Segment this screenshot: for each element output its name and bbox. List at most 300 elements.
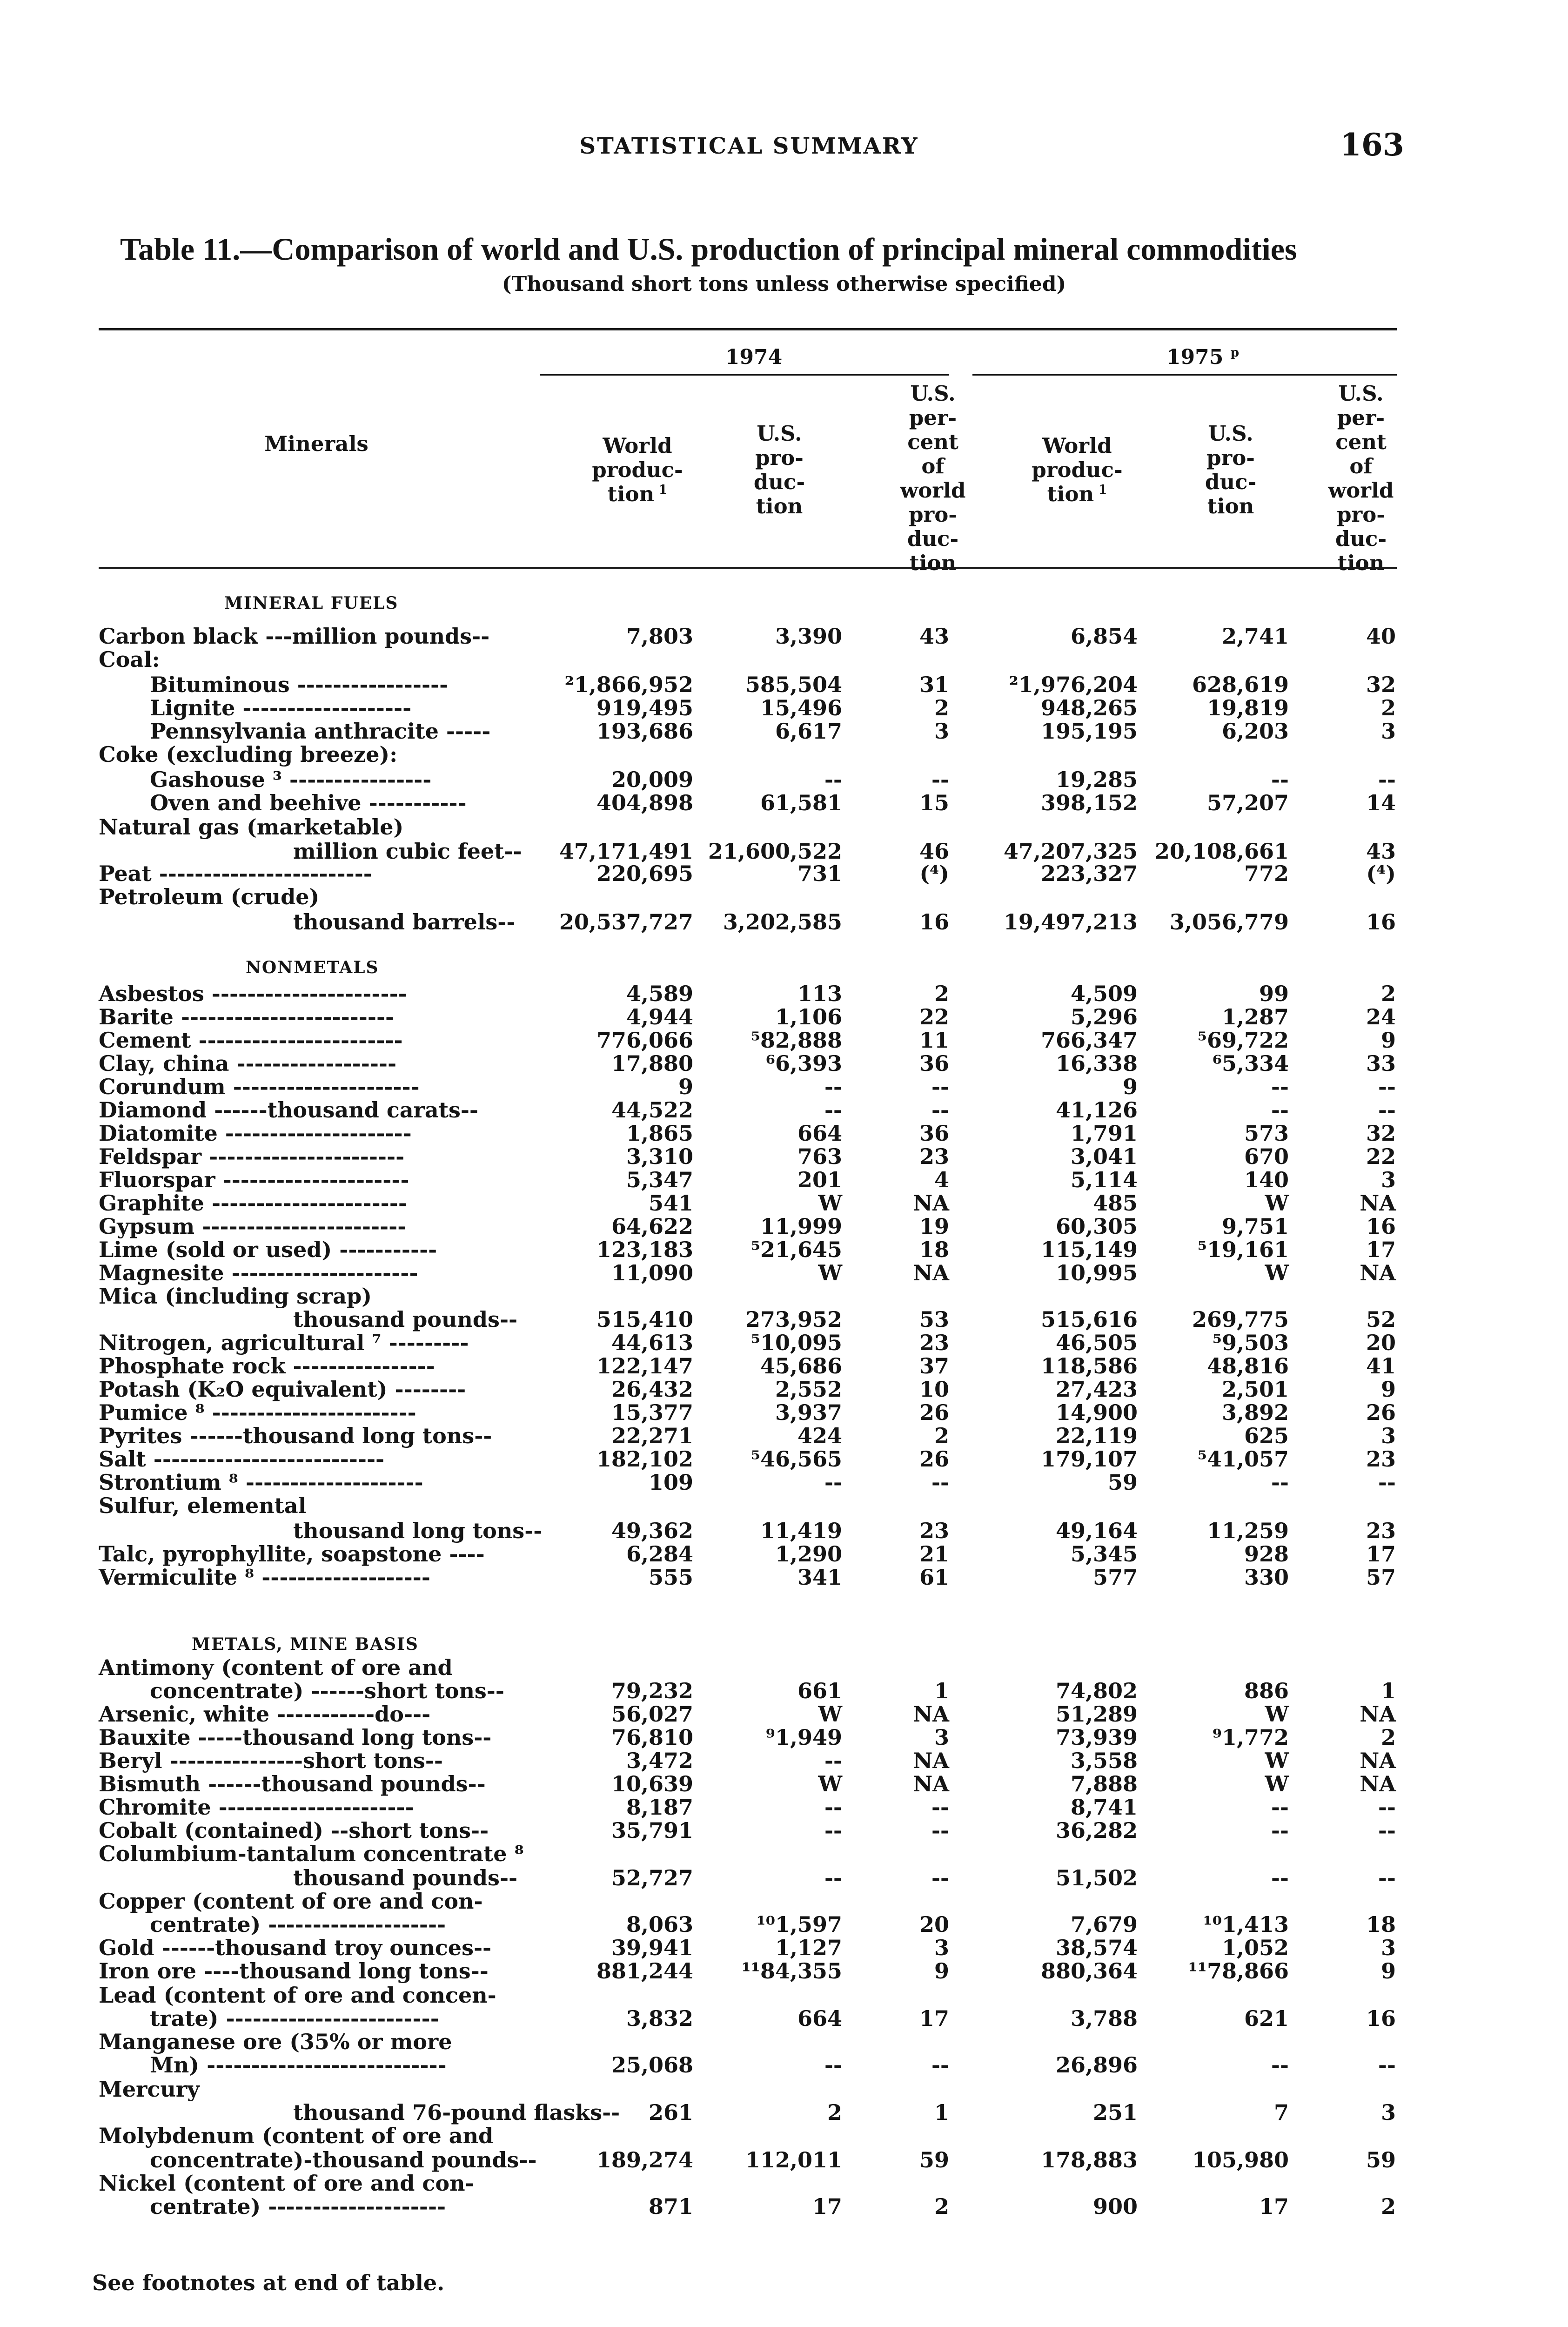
year-1974-span-rule	[540, 374, 949, 376]
table-row	[0, 1307, 1568, 1332]
row-value: 776,066	[596, 1028, 693, 1053]
row-value: 670	[1244, 1144, 1289, 1169]
row-value: 38,574	[1055, 1935, 1138, 1960]
table-row	[0, 2077, 1568, 2102]
row-label: Vermiculite ⁸ -------------------	[99, 1565, 430, 1590]
row-value: 5,114	[1070, 1167, 1138, 1192]
row-value: 3,202,585	[723, 909, 842, 935]
row-value: NA	[913, 1748, 949, 1773]
row-label: thousand 76-pound flasks--	[293, 2100, 620, 2125]
row-value: 31	[919, 672, 949, 697]
table-row	[0, 1051, 1568, 1076]
row-value: 140	[1244, 1167, 1289, 1192]
row-value: 21,600,522	[708, 839, 842, 864]
row-value: 881,244	[596, 1958, 693, 1984]
row-value: 661	[797, 1678, 842, 1703]
table-row	[0, 1400, 1568, 1425]
row-value: 2	[1380, 981, 1396, 1006]
row-value: 541	[648, 1190, 693, 1216]
row-value: 17	[1366, 1541, 1396, 1567]
row-value: 3	[934, 1935, 949, 1960]
row-value: --	[1378, 1470, 1396, 1495]
row-value: 17,880	[611, 1051, 693, 1076]
row-value: 3,558	[1070, 1748, 1138, 1773]
table-row	[0, 1353, 1568, 1379]
row-label: Potash (K₂O equivalent) --------	[99, 1377, 466, 1402]
row-label: Gypsum -----------------------	[99, 1214, 407, 1239]
row-value: 5,347	[626, 1167, 693, 1192]
table-row	[0, 624, 1568, 649]
row-value: 9	[1380, 1958, 1396, 1984]
row-value: ⁵46,565	[750, 1446, 842, 1472]
row-value: 2	[934, 695, 949, 720]
row-label: Bituminous -----------------	[150, 672, 449, 697]
stub-heading: Minerals	[264, 431, 369, 456]
table-row	[0, 1423, 1568, 1448]
table-row	[0, 1260, 1568, 1285]
row-value: 179,107	[1040, 1446, 1138, 1472]
row-value: 17	[1259, 2194, 1289, 2219]
row-value: 886	[1244, 1678, 1289, 1703]
row-label: Feldspar ----------------------	[99, 1144, 405, 1169]
row-label: Cement -----------------------	[99, 1028, 403, 1053]
row-value: 11,259	[1206, 1518, 1289, 1543]
row-value: 6,854	[1070, 624, 1138, 649]
row-value: 52,727	[611, 1865, 693, 1890]
row-label: Phosphate rock ----------------	[99, 1353, 435, 1379]
row-value: 43	[1366, 839, 1396, 864]
row-value: 26,432	[611, 1377, 693, 1402]
row-value: ²1,866,952	[564, 672, 693, 697]
row-value: 26	[919, 1400, 949, 1425]
table-row	[0, 1518, 1568, 1543]
row-value: 621	[1244, 2006, 1289, 2031]
row-value: W	[1265, 1748, 1289, 1773]
row-label: Chromite ----------------------	[99, 1795, 414, 1820]
row-value: 17	[1366, 1237, 1396, 1262]
table-row	[0, 1121, 1568, 1146]
table-row	[0, 2052, 1568, 2078]
row-value: 61,581	[760, 790, 842, 815]
table-row	[0, 2171, 1568, 2196]
row-value: NA	[913, 1190, 949, 1216]
row-value: 1	[1380, 1678, 1396, 1703]
row-label: Columbium-tantalum concentrate ⁸	[99, 1841, 524, 1866]
row-label: concentrate)-thousand pounds--	[150, 2147, 537, 2172]
row-value: 14	[1366, 790, 1396, 815]
table-row	[0, 1144, 1568, 1169]
row-value: --	[931, 1074, 949, 1099]
row-value: 2	[1380, 2194, 1396, 2219]
table-row	[0, 790, 1568, 815]
row-value: 35,791	[611, 1818, 693, 1843]
table-row	[0, 1074, 1568, 1099]
table-row	[0, 884, 1568, 909]
row-value: 10	[919, 1377, 949, 1402]
row-value: 26	[919, 1446, 949, 1472]
row-value: ²1,976,204	[1009, 672, 1138, 697]
row-value: 36,282	[1055, 1818, 1138, 1843]
row-value: 49,362	[611, 1518, 693, 1543]
row-value: 201	[797, 1167, 842, 1192]
table-row	[0, 672, 1568, 697]
row-value: 17	[919, 2006, 949, 2031]
row-value: 52	[1366, 1307, 1396, 1332]
row-value: 3,937	[775, 1400, 842, 1425]
row-value: 49,164	[1055, 1518, 1138, 1543]
row-value: 76,810	[611, 1725, 693, 1750]
row-value: 16	[1366, 1214, 1396, 1239]
table-row	[0, 1028, 1568, 1053]
row-value: 18	[919, 1237, 949, 1262]
row-value: ⁶6,393	[765, 1051, 842, 1076]
row-value: 2	[934, 2194, 949, 2219]
row-label: thousand pounds--	[293, 1865, 518, 1890]
row-value: 5,296	[1070, 1004, 1138, 1029]
row-value: 2	[827, 2100, 842, 2125]
row-value: 25,068	[611, 2052, 693, 2078]
row-value: 44,613	[611, 1330, 693, 1355]
row-value: 61	[919, 1565, 949, 1590]
row-value: 7,679	[1070, 1912, 1138, 1937]
row-value: 625	[1244, 1423, 1289, 1448]
row-label: Diamond ------thousand carats--	[99, 1097, 479, 1123]
table-row	[0, 2029, 1568, 2054]
row-value: (⁴)	[1366, 861, 1396, 886]
table-row	[0, 2194, 1568, 2219]
row-value: 766,347	[1040, 1028, 1138, 1053]
row-value: 10,995	[1055, 1260, 1138, 1285]
row-value: 6,284	[626, 1541, 693, 1567]
table-row	[0, 2123, 1568, 2148]
table-row	[0, 2100, 1568, 2125]
row-value: 26	[1366, 1400, 1396, 1425]
row-value: ¹⁰1,413	[1203, 1912, 1289, 1937]
row-value: 16	[1366, 2006, 1396, 2031]
table-row	[0, 1330, 1568, 1355]
table-row	[0, 742, 1568, 767]
row-value: NA	[913, 1771, 949, 1796]
row-value: 1,290	[775, 1541, 842, 1567]
row-value: 24	[1366, 1004, 1396, 1029]
row-value: 731	[797, 861, 842, 886]
row-label: million cubic feet--	[293, 839, 522, 864]
table-row	[0, 1097, 1568, 1123]
row-value: --	[1271, 1818, 1289, 1843]
table-row	[0, 1818, 1568, 1843]
row-value: 122,147	[596, 1353, 693, 1379]
row-value: --	[1378, 1818, 1396, 1843]
footnote-reference: See footnotes at end of table.	[92, 2270, 445, 2295]
row-value: 880,364	[1040, 1958, 1138, 1984]
row-value: 109	[648, 1470, 693, 1495]
row-label: Peat ------------------------	[99, 861, 372, 886]
table-row	[0, 695, 1568, 720]
row-label: Bismuth ------thousand pounds--	[99, 1771, 486, 1796]
row-value: 1,106	[775, 1004, 842, 1029]
section-nonmetals: NONMETALS	[246, 958, 379, 977]
row-value: 20	[919, 1912, 949, 1937]
row-value: 20	[1366, 1330, 1396, 1355]
col-us-percent-1975: U.S. per- cent of world pro- duc- tion	[1328, 381, 1394, 575]
row-value: 46	[919, 839, 949, 864]
row-label: Beryl ---------------short tons--	[99, 1748, 443, 1773]
table-row	[0, 1771, 1568, 1796]
row-value: 9	[934, 1958, 949, 1984]
row-value: 664	[797, 2006, 842, 2031]
row-value: 20,108,661	[1154, 839, 1289, 864]
row-value: --	[1378, 767, 1396, 792]
row-label: Petroleum (crude)	[99, 884, 320, 909]
row-value: --	[824, 1795, 842, 1820]
row-value: 53	[919, 1307, 949, 1332]
table-row	[0, 1958, 1568, 1984]
row-value: ⁵19,161	[1197, 1237, 1289, 1262]
row-value: W	[1265, 1702, 1289, 1727]
row-label: thousand barrels--	[293, 909, 516, 935]
row-label: Lignite -------------------	[150, 695, 412, 720]
table-row	[0, 1702, 1568, 1727]
row-value: 10,639	[611, 1771, 693, 1796]
row-value: 515,410	[596, 1307, 693, 1332]
row-value: 40	[1366, 624, 1396, 649]
row-value: ⁹1,772	[1212, 1725, 1289, 1750]
row-value: 3,892	[1221, 1400, 1289, 1425]
row-value: 1	[934, 1678, 949, 1703]
row-value: 59	[1107, 1470, 1138, 1495]
row-value: 26,896	[1055, 2052, 1138, 2078]
table-row	[0, 1190, 1568, 1216]
row-value: 398,152	[1040, 790, 1138, 815]
row-value: 17	[812, 2194, 842, 2219]
row-value: 555	[648, 1565, 693, 1590]
row-value: 22,119	[1055, 1423, 1138, 1448]
row-value: 11,090	[611, 1260, 693, 1285]
row-label: Arsenic, white -----------do---	[99, 1702, 431, 1727]
row-value: 261	[648, 2100, 693, 2125]
row-value: 2,552	[775, 1377, 842, 1402]
table-row	[0, 981, 1568, 1006]
row-label: Fluorspar ---------------------	[99, 1167, 409, 1192]
row-value: 112,011	[745, 2147, 842, 2172]
row-value: 6,203	[1221, 719, 1289, 744]
row-value: 3,832	[626, 2006, 693, 2031]
row-value: --	[1378, 1865, 1396, 1890]
row-value: 47,207,325	[1003, 839, 1138, 864]
row-value: 36	[919, 1121, 949, 1146]
row-value: 19,285	[1055, 767, 1138, 792]
row-value: 41,126	[1055, 1097, 1138, 1123]
row-label: centrate) --------------------	[150, 2194, 446, 2219]
row-value: 16	[919, 909, 949, 935]
table-row	[0, 719, 1568, 744]
table-row	[0, 2006, 1568, 2031]
row-value: 39,941	[611, 1935, 693, 1960]
row-value: W	[818, 1702, 842, 1727]
row-value: --	[1271, 1074, 1289, 1099]
row-value: --	[824, 1865, 842, 1890]
row-label: Strontium ⁸ --------------------	[99, 1470, 423, 1495]
row-value: --	[1271, 1097, 1289, 1123]
row-value: --	[1271, 1470, 1289, 1495]
row-value: 3,056,779	[1169, 909, 1289, 935]
row-value: 36	[919, 1051, 949, 1076]
row-value: --	[931, 1818, 949, 1843]
row-value: ⁵69,722	[1197, 1028, 1289, 1053]
row-value: 45,686	[760, 1353, 842, 1379]
table-row	[0, 1004, 1568, 1029]
table-row	[0, 1284, 1568, 1309]
row-value: 1,287	[1221, 1004, 1289, 1029]
row-value: 123,183	[596, 1237, 693, 1262]
row-value: W	[818, 1190, 842, 1216]
table-row	[0, 1237, 1568, 1262]
row-label: Gashouse ³ ----------------	[150, 767, 432, 792]
row-value: ⁹1,949	[765, 1725, 842, 1750]
row-value: NA	[913, 1260, 949, 1285]
row-value: 485	[1092, 1190, 1138, 1216]
row-value: 115,149	[1040, 1237, 1138, 1262]
row-value: 2	[934, 981, 949, 1006]
table-row	[0, 1655, 1568, 1680]
row-value: 178,883	[1040, 2147, 1138, 2172]
row-label: Nitrogen, agricultural ⁷ ---------	[99, 1330, 469, 1355]
row-value: 21	[919, 1541, 949, 1567]
row-value: --	[1271, 1865, 1289, 1890]
row-label: thousand long tons--	[293, 1518, 543, 1543]
row-value: 4	[934, 1167, 949, 1192]
col-world-production-1974: World produc- tion $^1$	[592, 433, 683, 506]
row-label: trate) ------------------------	[150, 2006, 439, 2031]
table-row	[0, 767, 1568, 792]
table-subtitle: (Thousand short tons unless otherwise specified)	[502, 272, 1066, 296]
row-value: 16,338	[1055, 1051, 1138, 1076]
row-label: thousand pounds--	[293, 1307, 518, 1332]
row-value: 273,952	[745, 1307, 842, 1332]
row-label: Asbestos ----------------------	[99, 981, 407, 1006]
row-value: 2,741	[1221, 624, 1289, 649]
table-row	[0, 1748, 1568, 1773]
row-value: 193,686	[596, 719, 693, 744]
row-value: 2,501	[1221, 1377, 1289, 1402]
table-row	[0, 1167, 1568, 1192]
row-value: 27,423	[1055, 1377, 1138, 1402]
row-value: NA	[1360, 1702, 1396, 1727]
row-value: ⁵41,057	[1197, 1446, 1289, 1472]
row-label: Lime (sold or used) -----------	[99, 1237, 437, 1262]
row-value: 919,495	[596, 695, 693, 720]
row-label: Magnesite ---------------------	[99, 1260, 418, 1285]
row-value: 32	[1366, 1121, 1396, 1146]
row-value: --	[931, 1865, 949, 1890]
row-value: 23	[1366, 1446, 1396, 1472]
table-row	[0, 1446, 1568, 1472]
row-value: 59	[919, 2147, 949, 2172]
row-value: 585,504	[745, 672, 842, 697]
table-row	[0, 861, 1568, 886]
row-value: 74,802	[1055, 1678, 1138, 1703]
row-value: W	[1265, 1260, 1289, 1285]
row-value: 2	[934, 1423, 949, 1448]
row-value: --	[824, 1470, 842, 1495]
row-value: 33	[1366, 1051, 1396, 1076]
table-top-rule	[99, 328, 1397, 330]
row-value: 22	[919, 1004, 949, 1029]
row-value: 59	[1366, 2147, 1396, 2172]
row-value: 15,496	[760, 695, 842, 720]
row-value: ¹¹84,355	[741, 1958, 842, 1984]
row-value: --	[931, 1097, 949, 1123]
row-value: 573	[1244, 1121, 1289, 1146]
row-value: 32	[1366, 672, 1396, 697]
row-label: Carbon black ---million pounds--	[99, 624, 490, 649]
row-value: 113	[797, 981, 842, 1006]
row-value: --	[931, 1795, 949, 1820]
row-value: 9	[1380, 1028, 1396, 1053]
row-value: 628,619	[1192, 672, 1289, 697]
row-value: 9	[678, 1074, 693, 1099]
table-row	[0, 1377, 1568, 1402]
row-value: 11	[919, 1028, 949, 1053]
row-value: 3,041	[1070, 1144, 1138, 1169]
row-value: ¹¹78,866	[1188, 1958, 1289, 1984]
table-row	[0, 909, 1568, 935]
row-value: 772	[1244, 861, 1289, 886]
row-label: centrate) --------------------	[150, 1912, 446, 1937]
row-value: W	[818, 1771, 842, 1796]
table-row	[0, 1912, 1568, 1937]
row-value: 195,195	[1040, 719, 1138, 744]
row-label: Pennsylvania anthracite -----	[150, 719, 491, 744]
table-row	[0, 1725, 1568, 1750]
col-us-percent-1974: U.S. per- cent of world pro- duc- tion	[900, 381, 966, 575]
row-label: Salt --------------------------	[99, 1446, 385, 1472]
table-row	[0, 1565, 1568, 1590]
row-value: ⁵82,888	[750, 1028, 842, 1053]
row-value: 7,803	[626, 624, 693, 649]
row-value: 900	[1092, 2194, 1138, 2219]
row-value: 43	[919, 624, 949, 649]
row-value: --	[1378, 1074, 1396, 1099]
row-value: 223,327	[1040, 861, 1138, 886]
table-row	[0, 1935, 1568, 1960]
row-label: Corundum ---------------------	[99, 1074, 420, 1099]
row-value: --	[931, 767, 949, 792]
row-value: 4,944	[626, 1004, 693, 1029]
row-label: Coal:	[99, 647, 160, 672]
row-value: --	[824, 2052, 842, 2078]
row-label: Sulfur, elemental	[99, 1493, 307, 1518]
col-us-production-1975: U.S. pro- duc- tion	[1205, 421, 1257, 518]
row-value: NA	[1360, 1260, 1396, 1285]
row-label: Nickel (content of ore and con-	[99, 2171, 474, 2196]
row-value: 1,127	[775, 1935, 842, 1960]
table-row	[0, 1470, 1568, 1495]
table-row	[0, 1889, 1568, 1914]
row-value: 1,052	[1221, 1935, 1289, 1960]
table-row	[0, 1541, 1568, 1567]
row-value: --	[824, 1097, 842, 1123]
row-label: Graphite ----------------------	[99, 1190, 407, 1216]
row-value: 105,980	[1192, 2147, 1289, 2172]
row-label: Iron ore ----thousand long tons--	[99, 1958, 489, 1984]
row-value: 20,009	[611, 767, 693, 792]
row-value: 664	[797, 1121, 842, 1146]
table-row	[0, 2147, 1568, 2172]
row-value: (⁴)	[919, 861, 949, 886]
row-value: 3,472	[626, 1748, 693, 1773]
row-value: 23	[919, 1330, 949, 1355]
